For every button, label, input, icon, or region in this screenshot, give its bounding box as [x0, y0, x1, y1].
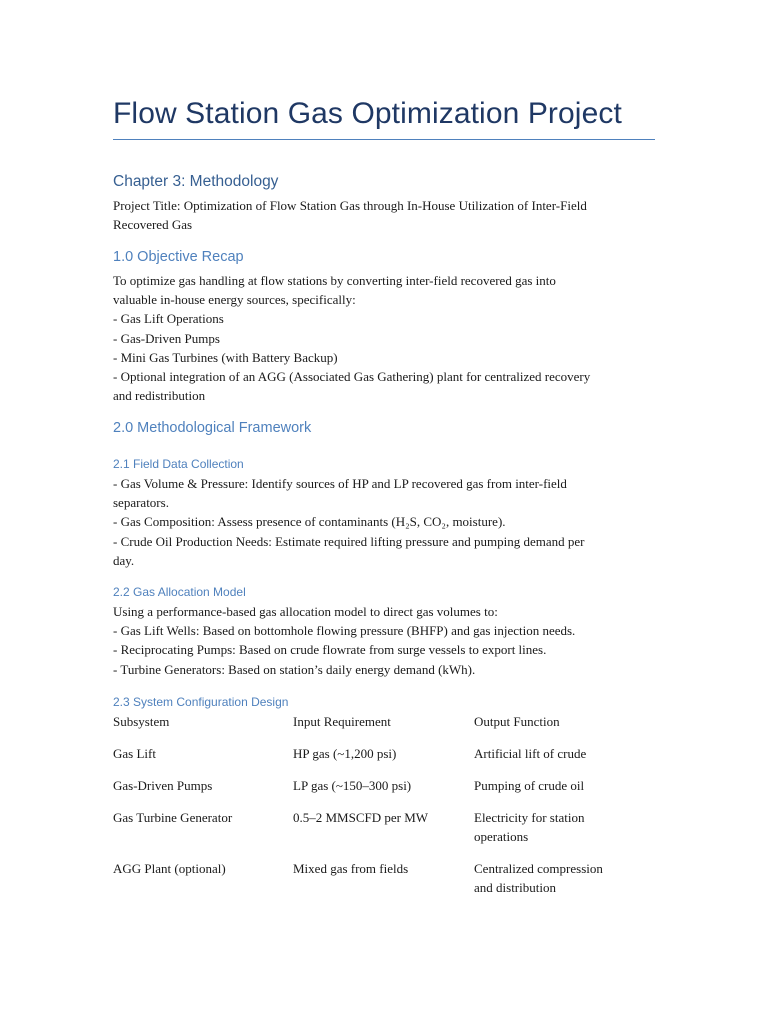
output-line: Electricity for station [474, 810, 585, 825]
objective-heading: 1.0 Objective Recap [113, 249, 244, 265]
table-cell-input: LP gas (~150–300 psi) [293, 778, 412, 793]
table-cell-subsystem: AGG Plant (optional) [113, 861, 226, 876]
output-line: operations [474, 829, 529, 845]
field-data-line: - Gas Composition: Assess presence of contaminants (H₂S, CO₂, moisture). [113, 514, 506, 530]
objective-line: - Gas-Driven Pumps [113, 330, 220, 346]
output-line: Artificial lift of crude [474, 746, 587, 761]
project-title-line: Project Title: Optimization of Flow Station Gas through In-House Utilization of Inter-Field [113, 198, 587, 213]
table-cell-output [474, 744, 658, 763]
allocation-heading: 2.2 Gas Allocation Model [113, 585, 246, 599]
objective-line: - Optional integration of an AGG (Associated Gas Gathering) plant for centralized recovery [113, 369, 591, 385]
table-cell-subsystem: Gas Turbine Generator [113, 810, 233, 825]
objective-line: - Gas Lift Operations [113, 311, 224, 327]
objective-line: - Mini Gas Turbines (with Battery Backup) [113, 349, 338, 365]
allocation-line: - Turbine Generators: Based on station’s daily energy demand (kWh). [113, 661, 476, 677]
field-data-line: day. [113, 552, 135, 568]
allocation-line: - Gas Lift Wells: Based on bottomhole flowing pressure (BHFP) and gas injection needs. [113, 623, 576, 639]
table-cell-subsystem: Gas-Driven Pumps [113, 778, 213, 793]
allocation-line: Using a performance-based gas allocation model to direct gas volumes to: [113, 604, 498, 619]
table-header-cell: Input Requirement [293, 714, 391, 729]
table-header-cell: Subsystem [113, 714, 170, 729]
document-title: Flow Station Gas Optimization Project [113, 97, 622, 130]
field-data-heading: 2.1 Field Data Collection [113, 457, 244, 471]
field-data-line: - Crude Oil Production Needs: Estimate required lifting pressure and pumping demand per [113, 533, 585, 549]
table-cell-input: 0.5–2 MMSCFD per MW [293, 810, 429, 825]
table-cell-input: Mixed gas from fields [293, 861, 409, 876]
chapter-heading: Chapter 3: Methodology [113, 173, 279, 190]
field-data-paragraph [113, 474, 658, 570]
project-title-line: Recovered Gas [113, 217, 193, 233]
table-cell-output [474, 776, 658, 795]
output-line: Pumping of crude oil [474, 778, 585, 793]
output-line: Centralized compression [474, 861, 603, 876]
field-data-line: - Gas Volume & Pressure: Identify sources of HP and LP recovered gas from inter-field [113, 476, 567, 491]
table-cell-subsystem: Gas Lift [113, 746, 156, 761]
title-underline [113, 139, 655, 140]
objective-paragraph [113, 271, 658, 405]
objective-line: To optimize gas handling at flow stations by converting inter-field recovered gas into [113, 273, 556, 288]
allocation-paragraph [113, 602, 658, 679]
field-data-line: separators. [113, 495, 169, 511]
allocation-line: - Reciprocating Pumps: Based on crude flowrate from surge vessels to export lines. [113, 642, 547, 658]
table-cell-output [474, 808, 658, 846]
objective-line: valuable in-house energy sources, specifically: [113, 292, 356, 308]
output-line: and distribution [474, 880, 556, 896]
table-header-cell: Output Function [474, 714, 560, 729]
table-cell-output [474, 859, 658, 897]
config-heading: 2.3 System Configuration Design [113, 695, 289, 709]
project-title-paragraph [113, 196, 658, 234]
table-cell-input: HP gas (~1,200 psi) [293, 746, 397, 761]
framework-heading: 2.0 Methodological Framework [113, 420, 312, 436]
objective-line: and redistribution [113, 388, 206, 404]
